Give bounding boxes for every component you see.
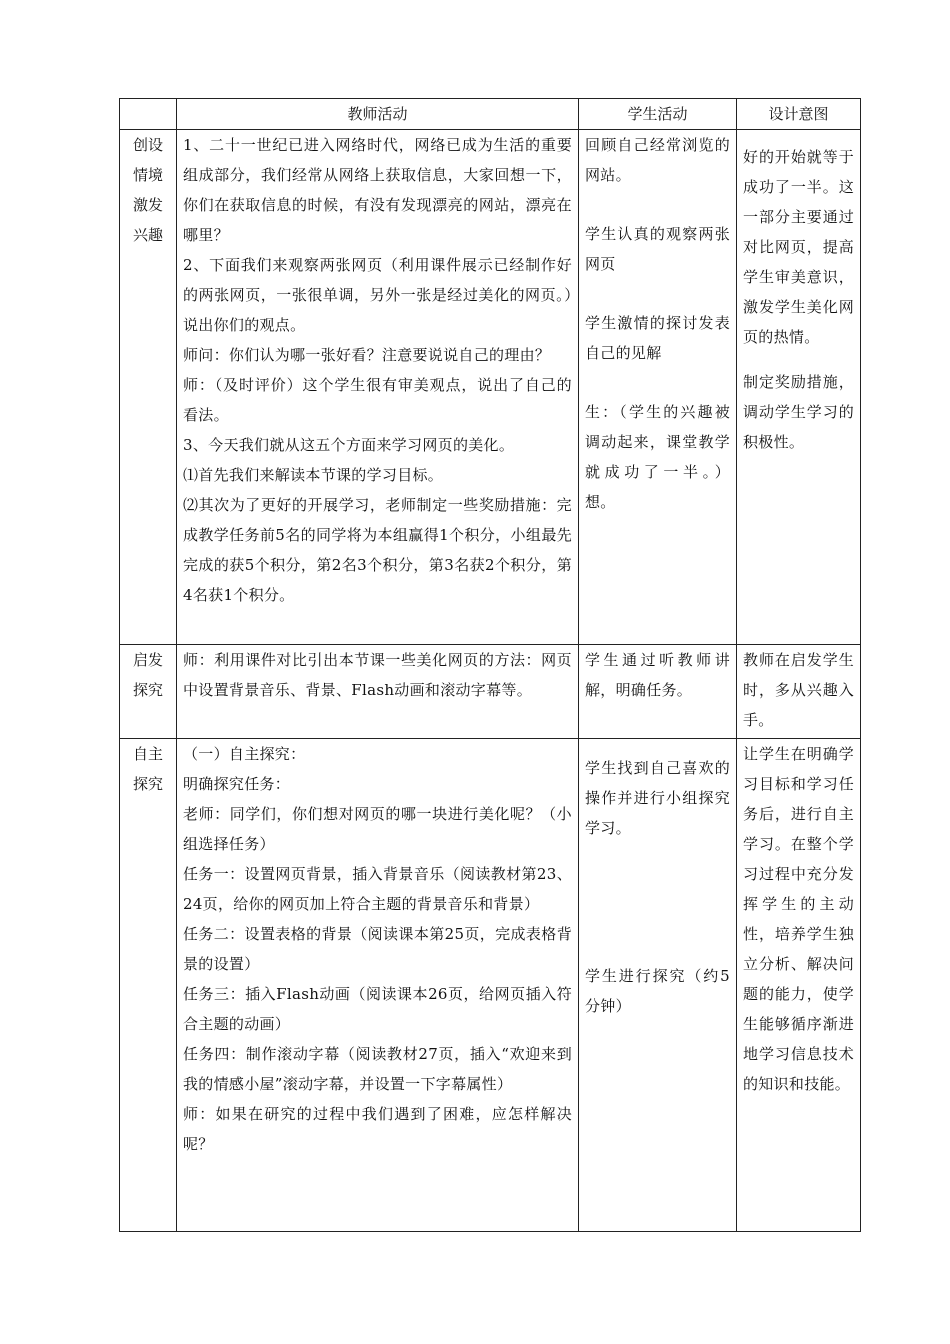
stage-cell: 自主 探究 (120, 739, 177, 1232)
student-activity-cell (579, 739, 737, 1232)
teacher-paragraph: 师问：你们认为哪一张好看？注意要说说自己的理由？ (183, 346, 551, 364)
student-paragraph: 学生激情的探讨发表自己的见解 (585, 314, 730, 362)
stage-cell: 启发 探究 (120, 645, 177, 739)
header-student-activity: 学生活动 (579, 99, 737, 130)
teacher-activity-cell (177, 739, 579, 1232)
student-paragraph: 回顾自己经常浏览的网站。 (585, 136, 730, 184)
design-paragraph: 教师在启发学生时，多从兴趣入手。 (743, 651, 854, 729)
student-paragraph: 学生进行探究（约5分钟） (585, 967, 730, 1015)
stage-cell: 创设 情境 激发 兴趣 (120, 130, 177, 645)
teacher-activity-cell (177, 130, 579, 645)
design-paragraph: 制定奖励措施，调动学生学习的积极性。 (743, 373, 854, 451)
header-teacher-activity: 教师活动 (177, 99, 579, 130)
teacher-paragraph: 师：如果在研究的过程中我们遇到了困难，应怎样解决呢？ (183, 1105, 572, 1153)
teacher-paragraph: 1、二十一世纪已进入网络时代，网络已成为生活的重要组成部分，我们经常从网络上获取信息，大家回想一下，你们在获取信息的时候，有没有发现漂亮的网站，漂亮在哪里？ (183, 136, 572, 244)
table-row (120, 130, 861, 645)
teacher-paragraph: 任务四：制作滚动字幕（阅读教材27页，插入“欢迎来到我的情感小屋”滚动字幕，并设置一下字幕属性） (183, 1045, 572, 1093)
header-row (120, 99, 861, 130)
design-intent-cell (737, 739, 861, 1232)
teacher-paragraph: 师：利用课件对比引出本节课一些美化网页的方法：网页中设置背景音乐、背景、Flash动画和滚动字幕等。 (183, 651, 572, 699)
table-row (120, 645, 861, 739)
design-paragraph: 好的开始就等于成功了一半。这一部分主要通过对比网页，提高学生审美意识，激发学生美化网页的热情。 (743, 148, 854, 346)
teacher-paragraph: 2、下面我们来观察两张网页（利用课件展示已经制作好的两张网页，一张很单调，另外一张是经过美化的网页。）说出你们的观点。 (183, 256, 572, 334)
teacher-paragraph: ⑴首先我们来解读本节课的学习目标。 (183, 466, 444, 484)
table-row (120, 739, 861, 1232)
student-activity-cell (579, 130, 737, 645)
design-paragraph: 让学生在明确学习目标和学习任务后，进行自主学习。在整个学习过程中充分发挥学生的主动性，培养学生独立分析、解决问题的能力，使学生能够循序渐进地学习信息技术的知识和技能。 (743, 745, 854, 1093)
teacher-paragraph: 任务一：设置网页背景，插入背景音乐（阅读教材第23、24页，给你的网页加上符合主题的背景音乐和背景） (183, 865, 572, 913)
student-paragraph: 学生通过听教师讲解，明确任务。 (585, 651, 730, 699)
teacher-paragraph: 老师：同学们，你们想对网页的哪一块进行美化呢？（小组选择任务） (183, 805, 572, 853)
lesson-plan-table (119, 98, 861, 1232)
student-activity-cell (579, 645, 737, 739)
design-intent-cell (737, 645, 861, 739)
student-paragraph: 学生找到自己喜欢的操作并进行小组探究学习。 (585, 759, 730, 837)
student-paragraph: 生：（学生的兴趣被调动起来，课堂教学就成功了一半。）想。 (585, 403, 730, 511)
teacher-paragraph: 任务二：设置表格的背景（阅读课本第25页，完成表格背景的设置） (183, 925, 572, 973)
design-intent-cell (737, 130, 861, 645)
teacher-paragraph: 3、今天我们就从这五个方面来学习网页的美化。 (183, 436, 515, 454)
teacher-paragraph: ⑵其次为了更好的开展学习，老师制定一些奖励措施：完成教学任务前5名的同学将为本组赢得1个积分，小组最先完成的获5个积分，第2名3个积分，第3名获2个积分，第4名获1个积分。 (183, 496, 572, 604)
header-design-intent: 设计意图 (737, 99, 861, 130)
teacher-paragraph: （一）自主探究： (183, 745, 306, 763)
teacher-activity-cell (177, 645, 579, 739)
student-paragraph: 学生认真的观察两张网页 (585, 225, 730, 273)
teacher-paragraph: 师：（及时评价）这个学生很有审美观点，说出了自己的看法。 (183, 376, 572, 424)
header-stage (120, 99, 177, 130)
teacher-paragraph: 任务三：插入Flash动画（阅读课本26页，给网页插入符合主题的动画） (183, 985, 572, 1033)
teacher-paragraph: 明确探究任务： (183, 775, 291, 793)
